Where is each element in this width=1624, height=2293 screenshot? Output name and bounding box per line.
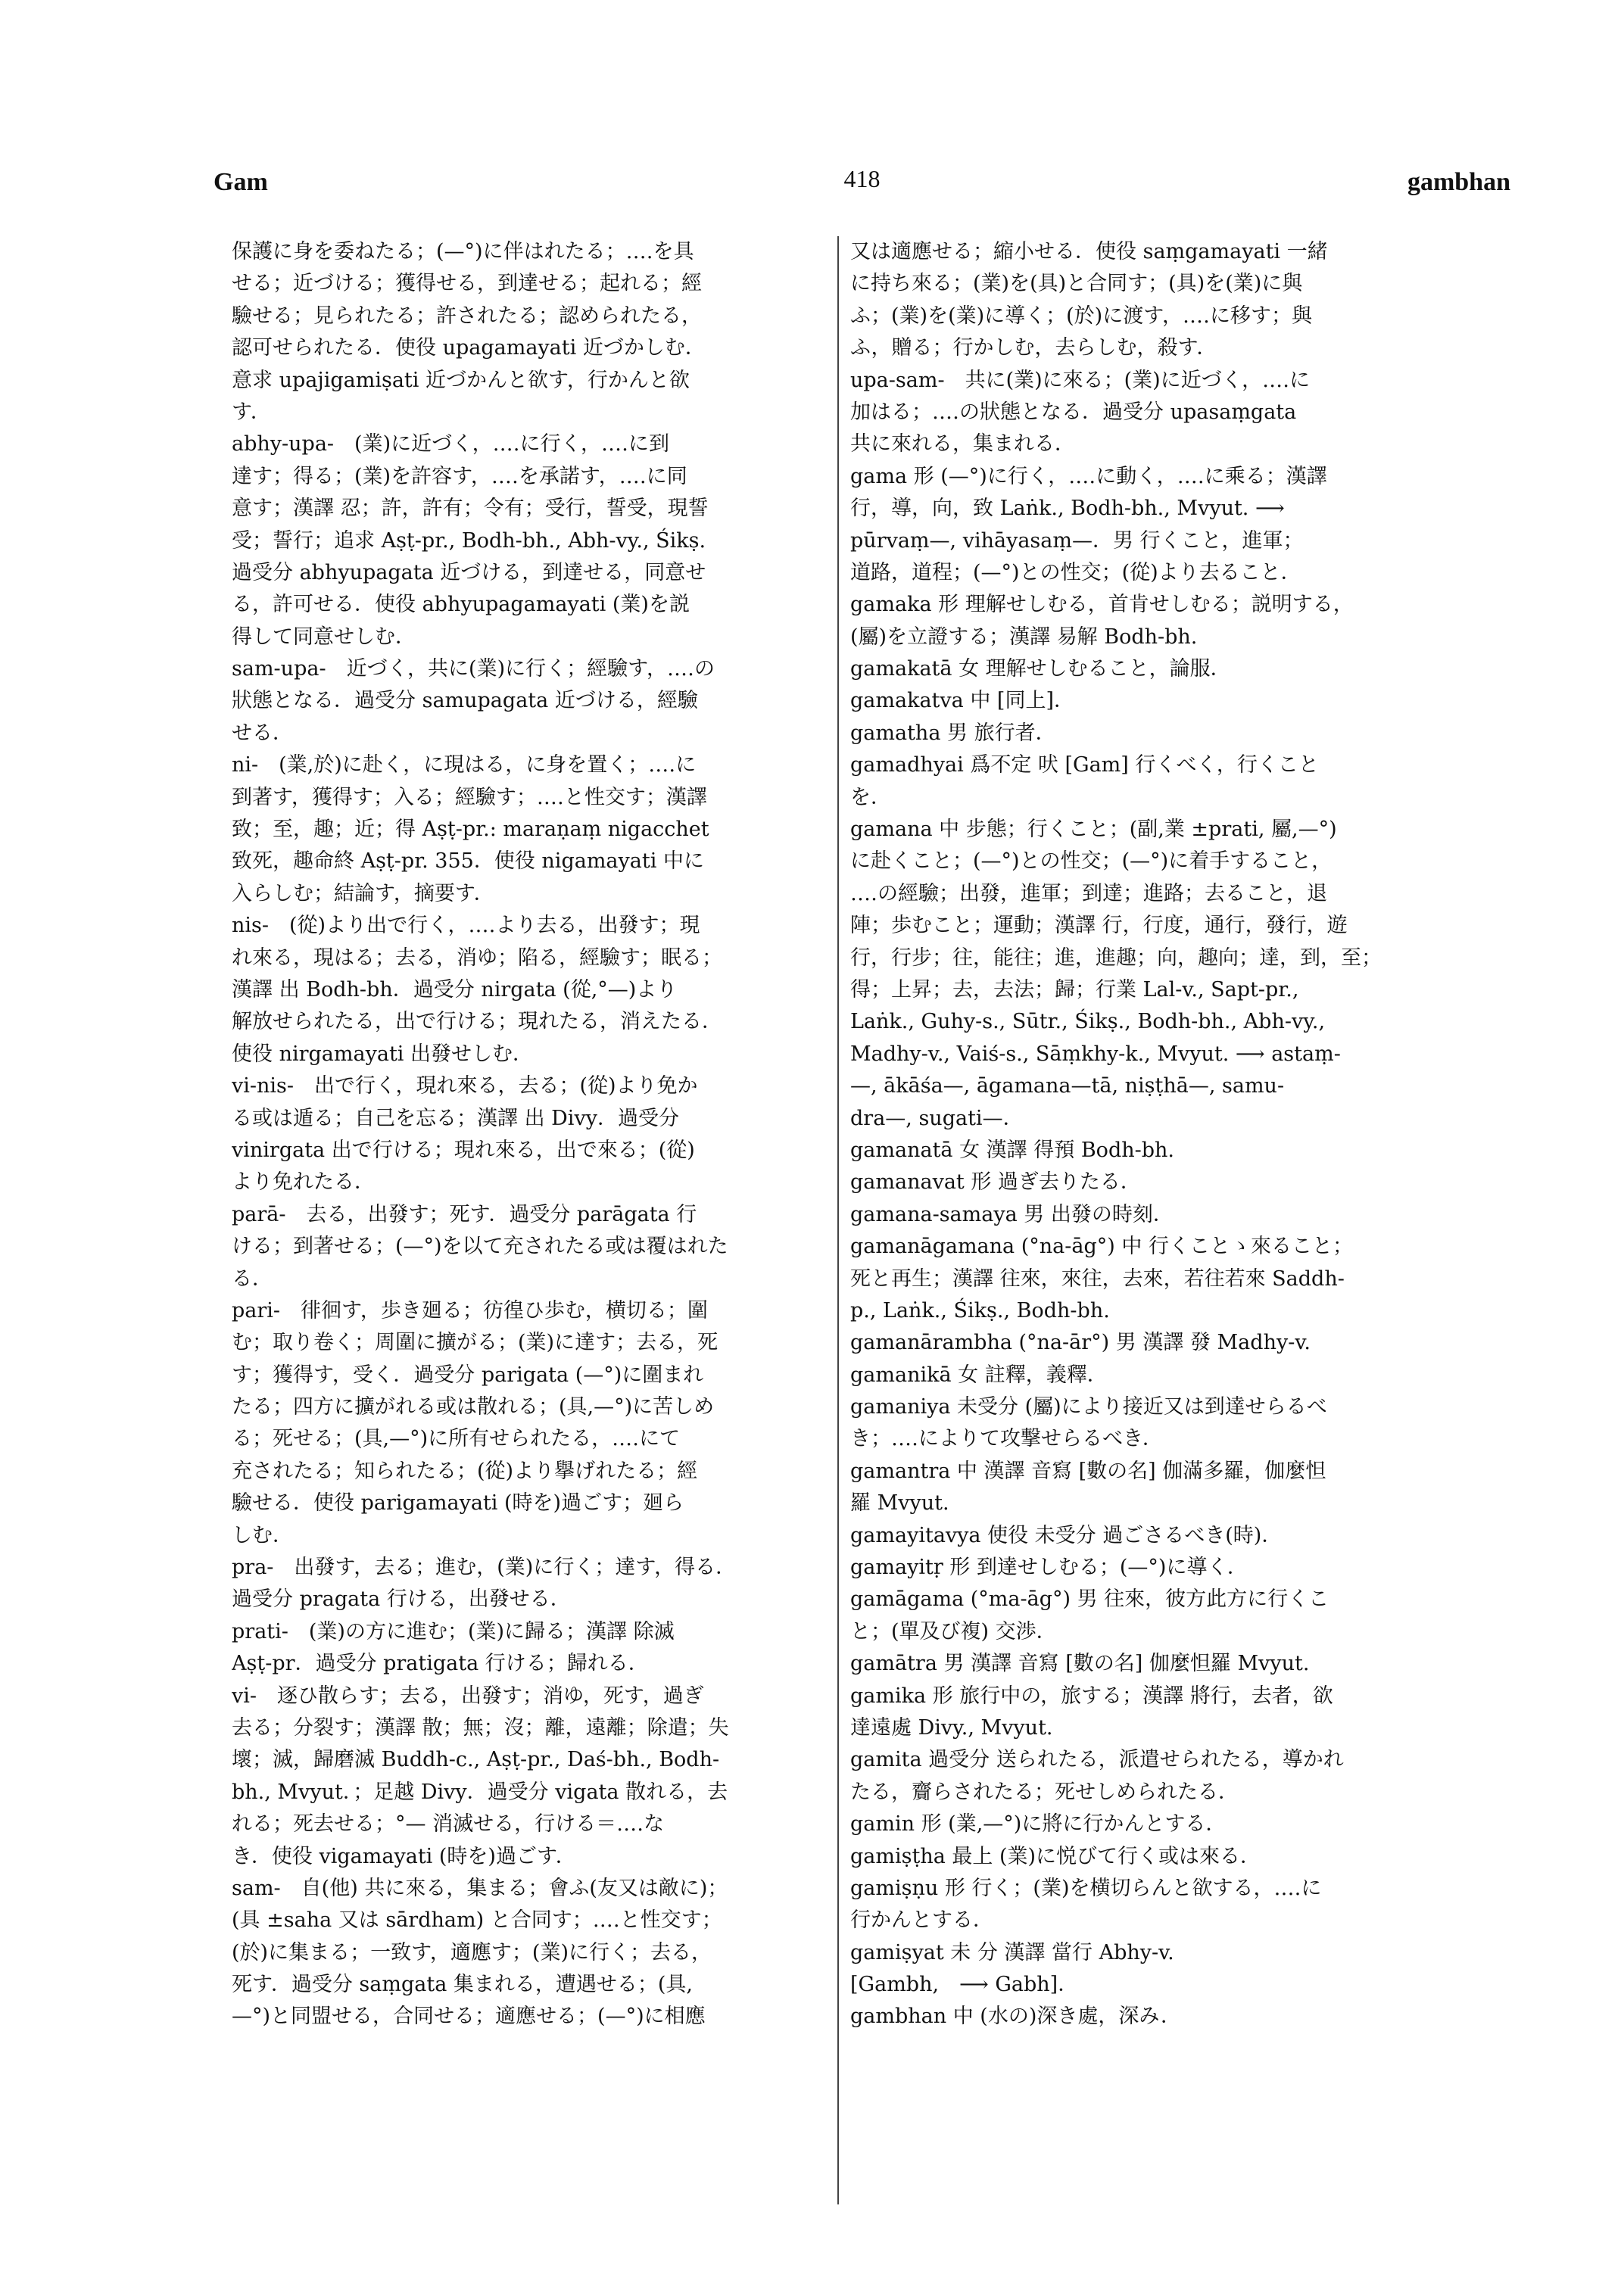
text-line: gamanatā 女 漢譯 得預 Bodh-bh. bbox=[850, 1138, 1174, 1162]
text-line: 過受分 pragata 行ける，出發せる． bbox=[232, 1587, 571, 1612]
text-line: gamiṣṭha 最上 (業)に悦びて行く或は來る． bbox=[850, 1844, 1261, 1868]
text-line: 過受分 abhyupagata 近づける，到達せる，同意せ bbox=[232, 560, 706, 584]
text-line: る． bbox=[232, 1266, 273, 1291]
text-line: —°)と同盟せる，合同せる；適應せる；(—°)に相應 bbox=[232, 2005, 706, 2029]
text-line: prati- (業)の方に進む；(業)に歸る；漢譯 除滅 bbox=[232, 1619, 675, 1643]
text-line: 意求 upajigamiṣati 近づかんと欲す，行かんと欲 bbox=[232, 368, 690, 392]
text-line: 行かんとする． bbox=[850, 1908, 993, 1933]
text-line: gamiṣṇu 形 行く；(業)を横切らんと欲する，‥‥に bbox=[850, 1876, 1322, 1900]
text-line: gamaniya 未受分 (屬)により接近又は到達せらるべ bbox=[850, 1395, 1327, 1419]
text-line: れ來る，現はる；去る，消ゆ；陷る，經驗す；眠る； bbox=[232, 946, 722, 970]
text-line: 意す；漢譯 忍；許，許有；令有；受行，誓受，現誓 bbox=[232, 497, 709, 521]
text-line: gamātra 男 漢譯 音寫 [數の名] 伽麼怛羅 Mvyut. bbox=[850, 1652, 1310, 1676]
text-line: bh., Mvyut．；足越 Divy．過受分 vigata 散れる，去 bbox=[232, 1780, 728, 1804]
text-line: ふ；(業)を(業)に導く；(於)に渡す，‥‥に移す；與 bbox=[850, 304, 1313, 328]
text-line: き．使役 vigamayati (時を)過ごす． bbox=[232, 1844, 576, 1868]
text-line: [Gambh, ⟶ Gabh]． bbox=[850, 1973, 1079, 1997]
text-line: 得；上昇；去，去法；歸；行業 Lal-v., Sapt-pr., bbox=[850, 977, 1299, 1002]
text-line: せる． bbox=[232, 721, 293, 745]
text-line: gamanārambha (°na-ār°) 男 漢譯 發 Madhy-v. bbox=[850, 1331, 1311, 1355]
text-line: 致死，趣命終 Aṣṭ-pr. 355．使役 nigamayati 中に bbox=[232, 849, 704, 874]
text-line: gamaka 形 理解せしむる，首肯せしむる；説明する， bbox=[850, 593, 1354, 617]
text-line: Madhy-v., Vaiś-s., Sāṃkhy-k., Mvyut. ⟶ astaṃ- bbox=[850, 1042, 1341, 1066]
text-line: gamana 中 步態；行くこと；(副,業 ±prati, 屬,—°) bbox=[850, 818, 1337, 842]
text-line: を． bbox=[850, 785, 891, 809]
text-line: す． bbox=[232, 400, 271, 424]
text-line: 去る；分裂す；漢譯 散；無；沒；離，遠離；除遣；失 bbox=[232, 1715, 729, 1740]
text-line: 保護に身を委ねたる；(—°)に伴はれたる；‥‥を具 bbox=[232, 240, 694, 263]
text-line: たる，齎らされたる；死せしめられたる． bbox=[850, 1780, 1239, 1804]
text-line: gamadhyai 爲不定 吠 [Gam] 行くべく，行くこと bbox=[850, 753, 1319, 777]
text-line: sam-upa- 近づく，共に(業)に行く；經驗す，‥‥の bbox=[232, 657, 715, 681]
text-line: る，許可せる．使役 abhyupagamayati (業)を説 bbox=[232, 593, 690, 617]
text-line: —, ākāśa—, āgamana—tā, niṣṭhā—, samu- bbox=[850, 1074, 1285, 1098]
text-line: gamantra 中 漢譯 音寫 [數の名] 伽滿多羅，伽麼怛 bbox=[850, 1459, 1326, 1483]
text-line: ‥‥の經驗；出發，進軍；到達；進路；去ること，退 bbox=[850, 881, 1328, 905]
text-line: 驗せる．使役 parigamayati (時を)過ごす；廻ら bbox=[232, 1491, 684, 1516]
text-line: gamanikā 女 註釋，義釋． bbox=[850, 1363, 1108, 1387]
text-line: nis- (從)より出で行く，‥‥より去る，出發す；現 bbox=[232, 914, 700, 938]
text-line: 充されたる；知られたる；(從)より擧げれたる；經 bbox=[232, 1459, 698, 1483]
text-line: 受；誓行；追求 Aṣṭ-pr., Bodh-bh., Abh-vy., Śikṣ. bbox=[232, 528, 706, 553]
text-line: 壞；滅，歸磨滅 Buddh-c., Aṣṭ-pr., Daś-bh., Bodh- bbox=[232, 1748, 720, 1772]
text-line: す；獲得す，受く．過受分 parigata (—°)に圍まれ bbox=[232, 1363, 704, 1387]
text-line: gamayitavya 使役 未受分 過ごさるべき(時)． bbox=[850, 1523, 1283, 1547]
text-line: Laṅk., Guhy-s., Sūtr., Śikṣ., Bodh-bh., Abh-vy., bbox=[850, 1010, 1326, 1034]
text-line: 達遠處 Divy., Mvyut. bbox=[850, 1715, 1053, 1740]
page-number: 418 bbox=[843, 165, 881, 192]
left-column bbox=[232, 236, 854, 2220]
header-right-guideword: gambhan bbox=[1407, 168, 1510, 196]
text-line: る或は遁る；自己を忘る；漢譯 出 Divy．過受分 bbox=[232, 1106, 679, 1130]
text-line: 達す；得る；(業)を許容す，‥‥を承諾す，‥‥に同 bbox=[232, 464, 687, 488]
text-line: 羅 Mvyut. bbox=[850, 1491, 949, 1516]
text-line: ni- (業,於)に赴く，に現はる，に身を置く；‥‥に bbox=[232, 753, 697, 777]
text-line: れる；死去せる；°— 消滅せる，行ける＝‥‥な bbox=[232, 1812, 665, 1837]
text-line: gamakatā 女 理解せしむること，論服． bbox=[850, 657, 1231, 681]
text-line: に持ち來る；(業)を(具)と合同す；(具)を(業)に與 bbox=[850, 272, 1303, 296]
text-line: き；‥‥によりて攻撃せらるべき． bbox=[850, 1427, 1163, 1451]
text-line: 使役 nirgamayati 出發せしむ． bbox=[232, 1042, 534, 1066]
text-line: gamāgama (°ma-āg°) 男 往來，彼方此方に行くこ bbox=[850, 1587, 1329, 1612]
text-line: gamayitṛ 形 到達せしむる；(—°)に導く． bbox=[850, 1556, 1248, 1580]
text-line: p., Laṅk., Śikṣ., Bodh-bh. bbox=[850, 1298, 1110, 1323]
text-line: 死と再生；漢譯 往來，來往，去來，若往若來 Saddh- bbox=[850, 1266, 1345, 1291]
text-line: 認可せられたる．使役 upagamayati 近づかしむ． bbox=[232, 336, 706, 360]
text-line: より免れたる． bbox=[232, 1170, 375, 1195]
text-line: しむ． bbox=[232, 1523, 293, 1547]
header-left-guideword: Gam bbox=[214, 168, 268, 196]
text-line: gamin 形 (業,—°)に將に行かんとする． bbox=[850, 1812, 1227, 1837]
text-line: 解放せられたる，出で行ける；現れたる，消えたる． bbox=[232, 1010, 722, 1034]
text-line: 加はる；‥‥の狀態となる．過受分 upasaṃgata bbox=[850, 400, 1297, 424]
text-line: gamakatva 中 [同上]． bbox=[850, 689, 1074, 713]
text-line: たる；四方に擴がれる或は散れる；(具,—°)に苦しめ bbox=[232, 1395, 715, 1419]
text-line: (屬)を立證する；漢譯 易解 Bodh-bh. bbox=[850, 625, 1198, 649]
text-line: 行，導，向，致 Laṅk., Bodh-bh., Mvyut. ⟶ bbox=[850, 497, 1285, 521]
text-line: gama 形 (—°)に行く，‥‥に動く，‥‥に乘る；漢譯 bbox=[850, 464, 1327, 488]
text-line: 入らしむ；結論す，摘要す． bbox=[232, 881, 494, 905]
text-line: parā- 去る，出發す；死す．過受分 parāgata 行 bbox=[232, 1202, 697, 1226]
text-line: 又は適應せる；縮小せる．使役 saṃgamayati 一緒 bbox=[850, 240, 1328, 263]
text-line: abhy-upa- (業)に近づく，‥‥に行く，‥‥に到 bbox=[232, 432, 670, 456]
page-header bbox=[214, 165, 1510, 210]
text-line: む；取り卷く；周圍に擴がる；(業)に達す；去る，死 bbox=[232, 1331, 718, 1355]
text-line: pūrvaṃ—, vihāyasaṃ—．男 行くこと，進軍； bbox=[850, 528, 1304, 553]
text-line: Aṣṭ-pr．過受分 pratigata 行ける；歸れる． bbox=[232, 1652, 649, 1676]
text-line: gamika 形 旅行中の，旅する；漢譯 將行，去者，欲 bbox=[850, 1684, 1333, 1708]
text-line: 行，行步；往，能往；進，進趣；向，趣向；達，到，至； bbox=[850, 946, 1382, 970]
text-line: gamatha 男 旅行者． bbox=[850, 721, 1056, 745]
text-line: 陣；歩むこと；運動；漢譯 行，行度，通行，發行，遊 bbox=[850, 914, 1348, 938]
text-line: と；(單及び複) 交渉． bbox=[850, 1619, 1057, 1643]
text-line: 狀態となる．過受分 samupagata 近づける，經驗 bbox=[232, 689, 698, 713]
text-line: vinirgata 出で行ける；現れ來る，出で來る；(從) bbox=[232, 1138, 695, 1162]
text-line: gamanāgamana (°na-āg°) 中 行くことゝ來ること； bbox=[850, 1235, 1353, 1259]
text-line: 道路，道程；(—°)との性交；(從)より去ること． bbox=[850, 560, 1301, 584]
text-line: pari- 徘徊す，歩き廻る；彷徨ひ歩む，横切る；圍 bbox=[232, 1298, 708, 1323]
text-line: (具 ±saha 又は sārdham) と合同す；‥‥と性交す； bbox=[232, 1908, 722, 1933]
text-line: ける；到著せる；(—°)を以て充されたる或は覆はれた bbox=[232, 1235, 728, 1259]
text-line: 致；至，趣；近；得 Aṣṭ-pr.: maraṇaṃ nigacchet bbox=[232, 818, 709, 842]
text-line: 得して同意せしむ． bbox=[232, 625, 416, 649]
text-line: 死す．過受分 saṃgata 集まれる，遭遇せる；(具, bbox=[232, 1973, 694, 1997]
text-line: gamita 過受分 送られたる，派遣せられたる，導かれ bbox=[850, 1748, 1344, 1772]
text-line: gamanavat 形 過ぎ去りたる． bbox=[850, 1170, 1141, 1195]
text-line: upa-sam- 共に(業)に來る；(業)に近づく，‥‥に bbox=[850, 368, 1311, 392]
text-line: dra—, sugati—． bbox=[850, 1106, 1024, 1130]
text-line: pra- 出發す，去る；進む，(業)に行く；達す，得る． bbox=[232, 1556, 737, 1580]
text-line: (於)に集まる；一致す，適應す；(業)に行く；去る， bbox=[232, 1940, 712, 1964]
text-line: sam- 自(他) 共に來る，集まる；會ふ(友又は敵に)； bbox=[232, 1876, 728, 1900]
text-line: る；死せる；(具,—°)に所有せられたる，‥‥にて bbox=[232, 1427, 681, 1451]
text-line: gambhan 中 (水の)深き處，深み． bbox=[850, 2005, 1181, 2029]
text-line: 共に來れる，集まれる． bbox=[850, 432, 1075, 456]
right-column bbox=[850, 236, 1479, 2220]
text-line: gamiṣyat 未 分 漢譯 當行 Abhy-v. bbox=[850, 1940, 1174, 1964]
text-line: 驗せる；見られたる；許されたる；認められたる， bbox=[232, 304, 702, 328]
text-line: せる；近づける；獲得せる，到達せる；起れる；經 bbox=[232, 272, 702, 296]
text-line: gamana-samaya 男 出發の時刻． bbox=[850, 1202, 1174, 1226]
text-line: ふ，贈る；行かしむ，去らしむ，殺す． bbox=[850, 336, 1217, 360]
text-line: vi-nis- 出で行く，現れ來る，去る；(從)より免か bbox=[232, 1074, 698, 1098]
text-line: vi- 逐ひ散らす；去る，出發す；消ゆ，死す，過ぎ bbox=[232, 1684, 704, 1708]
text-line: 漢譯 出 Bodh-bh．過受分 nirgata (從,°—)より bbox=[232, 977, 678, 1002]
text-line: に赴くこと；(—°)との性交；(—°)に着手すること， bbox=[850, 849, 1333, 874]
text-line: 到著す，獲得す；入る；經驗す；‥‥と性交す；漢譯 bbox=[232, 785, 707, 809]
column-divider bbox=[837, 236, 839, 2204]
